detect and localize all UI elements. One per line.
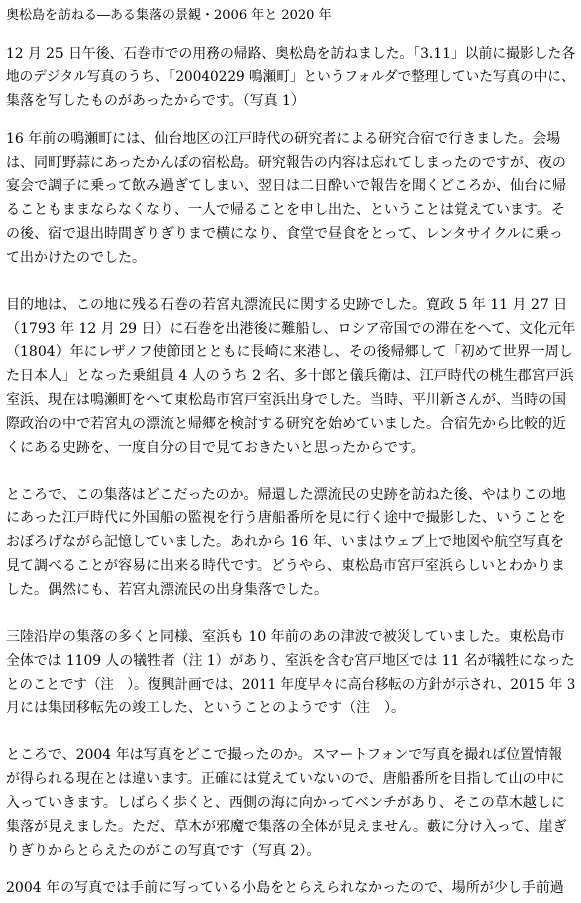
page-title: 奥松島を訪ねる―ある集落の景観・2006 年と 2020 年 bbox=[6, 8, 332, 23]
text-line: 集落を写したものがあったからです。（写真 1） bbox=[6, 93, 305, 109]
text-line: た日本人」となった乗組員 4 人のうち 2 名、多十郎と儀兵衛は、江戸時代の桃生郡宮戸浜 bbox=[6, 368, 574, 384]
text-line: 見て調べることが容易に出来る時代です。どうやら、東松島市宮戸室浜らしいとわかりま bbox=[6, 558, 565, 574]
text-line: の後、宿で退出時間ぎりぎりまで横になり、食堂で昼食をとって、レンタサイクルに乗っ bbox=[6, 226, 563, 242]
text-line: 16 年前の鳴瀬町には、仙台地区の江戸時代の研究者による研究合宿で行きました。会場 bbox=[6, 131, 561, 147]
text-line: 全体では 1109 人の犠牲者（注 1）があり、室浜を含む宮戸地区では 11 名が犠牲になった bbox=[6, 653, 575, 669]
text-line: くにある史跡を、一度自分の目で見ておきたいと思ったからです。 bbox=[6, 440, 425, 456]
text-line: りぎりからとらえたのがこの写真です（写真 2）。 bbox=[6, 843, 321, 859]
text-line: 入っていきます。しばらく歩くと、西側の海に向かってベンチがあり、そこの草木越しに bbox=[6, 795, 565, 811]
text-line: 目的地は、この地に残る石巻の若宮丸漂流民に関する史跡でした。寛政 5 年 11 月 27 日 bbox=[6, 297, 568, 313]
text-line: ところで、2004 年は写真をどこで撮ったのか。スマートフォンで写真を撮れば位置情報 bbox=[6, 747, 563, 763]
text-line: 12 月 25 日午後、石巻市での用務の帰路、奥松島を訪ねました。「3.11」以前に撮影した各 bbox=[6, 46, 576, 62]
text-line: おぼろげながら記憶していました。あれから 16 年、いまはウェブ上で地図や航空写真を bbox=[6, 534, 565, 550]
text-line: が得られる現在とは違います。正確には覚えていないので、唐船番所を目指して山の中に bbox=[6, 771, 565, 787]
text-line: 宴会で調子に乗って飲み過ぎてしまい、翌日は二日酔いで報告を聞くどころか、仙台に帰 bbox=[6, 178, 566, 194]
text-line: とのことです（注 ）。復興計画では、2011 年度早々に高台移転の方針が示され、2015 年 3 bbox=[6, 677, 576, 693]
text-line: （1804）年にレザノフ使節団とともに長崎に来港し、その後帰郷して「初めて世界一周し bbox=[6, 344, 573, 360]
text-line: て出かけたのでした。 bbox=[6, 250, 146, 266]
text-line: ることもままならなくなり、一人で帰ることを申し出た、ということは覚えています。そ bbox=[6, 202, 565, 218]
text-line: 2004 年の写真では手前に写っている小島をとらえられなかったので、場所が少し手前過 bbox=[6, 880, 564, 896]
text-line: 三陸沿岸の集落の多くと同様、室浜も 10 年前のあの津波で被災していました。東松島市 bbox=[6, 629, 565, 645]
text-line: 月には集団移転先の竣工した、ということのようです（注 ）。 bbox=[6, 700, 405, 716]
text-line: （1793 年 12 月 29 日）に石巻を出港後に難船し、ロシア帝国での滞在をへて、文化元年 bbox=[6, 321, 576, 337]
text-line: 地のデジタル写真のうち、「20040229 鳴瀬町」というフォルダで整理していた写真の中に、 bbox=[6, 69, 575, 85]
text-line: 際政治の中で若宮丸の漂流と帰郷を検討する研究を始めていました。合宿先から比較的近 bbox=[6, 416, 566, 432]
text-line: は、同町野蒜にあったかんぽの宿松島。研究報告の内容は忘れてしまったのですが、夜の bbox=[6, 155, 566, 171]
text-line: ところで、この集落はどこだったのか。帰還した漂流民の史跡を訪ねた後、やはりこの地 bbox=[6, 487, 566, 503]
text-line: 集落が見えました。ただ、草木が邪魔で集落の全体が見えません。藪に分け入って、崖ぎ bbox=[6, 819, 567, 835]
text-line: にあった江戸時代に外国船の監視を行う唐船番所を見に行く途中で撮影した、いうことを bbox=[6, 510, 566, 526]
text-line: 室浜、現在は鳴瀬町をへて東松島市宮戸室浜出身でした。当時、平川新さんが、当時の国 bbox=[6, 392, 566, 408]
text-line: した。偶然にも、若宮丸漂流民の出身集落でした。 bbox=[6, 582, 328, 598]
